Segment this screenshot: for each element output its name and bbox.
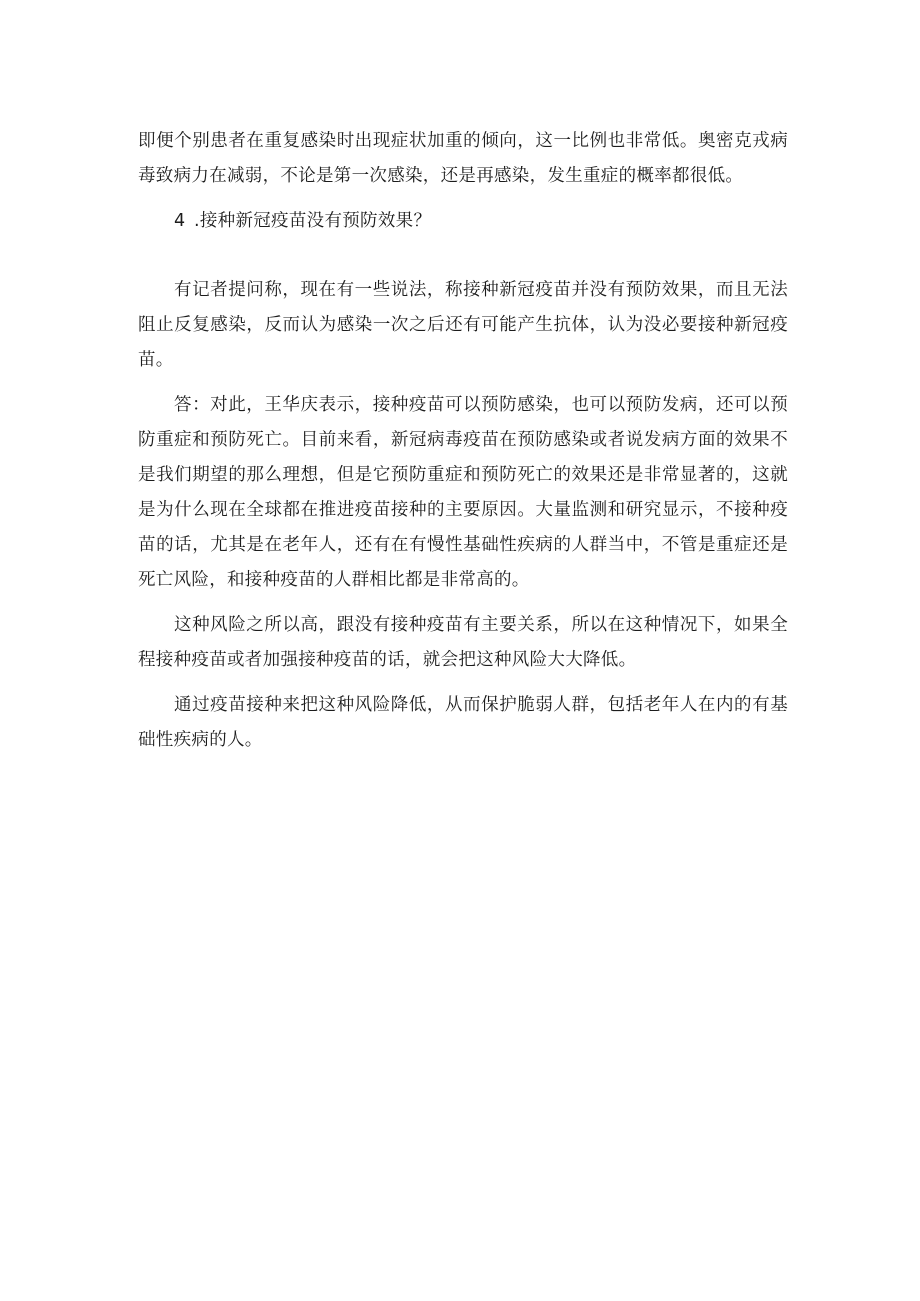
- section-heading-text: .接种新冠疫苗没有预防效果？: [194, 211, 432, 231]
- paragraph-reporter-question: 有记者提问称，现在有一些说法，称接种新冠疫苗并没有预防效果，而且无法阻止反复感染，反而认为感染一次之后还有可能产生抗体，认为没必要接种新冠疫苗。: [138, 280, 788, 370]
- paragraph-answer: 答：对此，王华庆表示，接种疫苗可以预防感染，也可以预防发病，还可以预防重症和预防死亡。目前来看，新冠病毒疫苗在预防感染或者说发病方面的效果不是我们期望的那么理想，但是它预防重症和预防死亡的效果还是非常显著的，这就是为什么现在全球都在推进疫苗接种的主要原因。大量监测和研究显示，不接种疫苗的话，尤其是在老年人，还有在有慢性基础性疾病的人群当中，不管是重症还是死亡风险，和接种疫苗的人群相比都是非常高的。: [138, 395, 788, 590]
- paragraph-reinfection-severity: 即便个别患者在重复感染时出现症状加重的倾向，这一比例也非常低。奥密克戎病毒致病力在减弱，不论是第一次感染，还是再感染，发生重症的概率都很低。: [138, 131, 788, 186]
- section-heading: [138, 204, 788, 239]
- paragraph-protection: 通过疫苗接种来把这种风险降低，从而保护脆弱人群，包括老年人在内的有基础性疾病的人。: [138, 695, 788, 750]
- document-body: [138, 124, 788, 758]
- paragraph-risk-reason: 这种风险之所以高，跟没有接种疫苗有主要关系，所以在这种情况下，如果全程接种疫苗或者加强接种疫苗的话，就会把这种风险大大降低。: [138, 615, 788, 670]
- section-heading-number: 4: [174, 211, 186, 231]
